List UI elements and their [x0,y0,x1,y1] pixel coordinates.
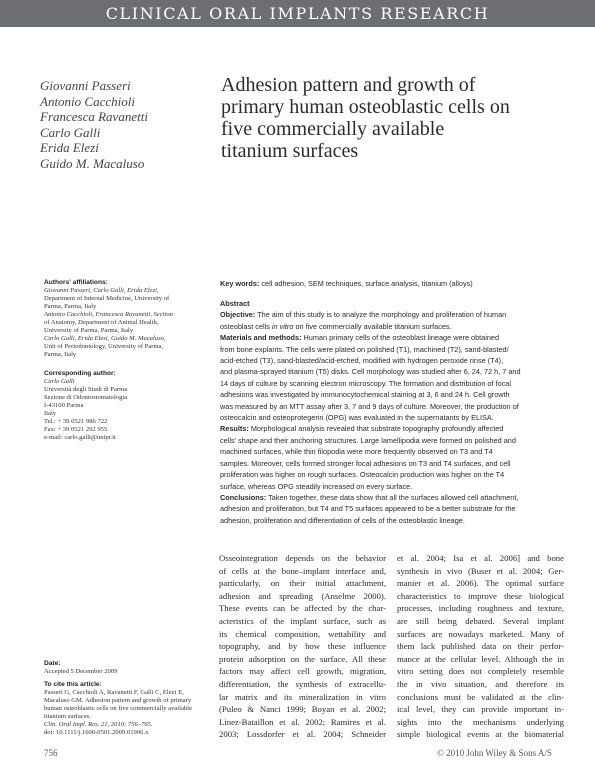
methods-label: Materials and methods: [220,333,302,343]
body-line: conclusions must be validated at the clin- [397,691,564,702]
corresponding-author-block [44,370,216,442]
corresponding-heading: Corresponding author: [44,370,116,377]
abstract-italic: in vitro [271,321,294,331]
body-line: are still being debated. Several implant [397,615,564,626]
body-line: Linez-Bataillon et al. 2002; Ramires et al. [219,716,386,727]
journal-header [0,0,595,27]
results-label: Results: [220,424,249,434]
title-line: primary human osteoblastic cells on [221,96,510,118]
author-name: Antonio Cacchioli [40,93,135,109]
author-name: Guido M. Macaluso [40,155,145,171]
journal-title: CLINICAL ORAL IMPLANTS RESEARCH [105,4,490,23]
body-line: protein adsorption on the surface. All these [219,653,386,664]
corresponding-line: Sezione di Odontostomatologia [44,394,128,401]
abstract-line: Taken together, these data show that all the surfaces allowed cell attachment, [268,492,519,502]
corresponding-line: Italy [44,410,57,417]
citation-line: Macaluso GM. Adhesion pattern and growth of primary [44,697,192,704]
body-line: topography, and by how these influence [219,641,386,652]
abstract-line: adhesions was investigated by immunocytochemical staining at 3, 6 and 24 h. Cell growth [220,390,510,400]
abstract-line: adhesion, proliferation and differentiation of cells of the osteoblastic lineage. [220,515,465,525]
page-number: 756 [44,748,58,758]
affiliations-heading: Authors' affiliations: [44,279,108,286]
body-line: particularly, on their initial attachment, [219,578,386,589]
body-line: manier et al. 2006). The optimal surface [397,578,564,589]
date-block [44,660,216,676]
body-line: of cells at the bone–implant interface and, [219,565,386,576]
title-line: five commercially available [221,118,445,140]
body-column-right [397,552,564,741]
body-line: its chemical composition, wettability and [219,628,386,639]
author-list [40,78,205,171]
citation-line: Clin. Oral Impl. Res. 21, 2010; 756–765. [44,721,153,728]
body-line: adhesion and spreading (Anselme 2000). [219,590,386,601]
body-line: vitro setting does not completely resemble [397,666,564,677]
author-name: Carlo Galli [40,124,101,140]
body-line: processes, including roughness and texture, [397,603,564,614]
body-line: (Puleo & Nanci 1999; Boyan et al. 2002; [219,704,386,715]
body-line: characteristics to improve these biological [397,590,564,601]
title-line: Adhesion pattern and growth of [221,74,476,96]
abstract-line: cells' shape and their anchoring structures. Large lamellipodia were formed on polished and [220,435,516,445]
body-line: Osseointegration depends on the behavior [219,553,386,563]
date-heading: Date: [44,660,61,667]
conclusions-label: Conclusions: [220,492,267,502]
body-line: mance at the cellular level. Although the in [397,653,564,664]
body-line: simple biological events at the biomaterial [397,729,564,740]
corresponding-line: Università degli Studi di Parma [44,386,128,393]
abstract-line: The aim of this study is to analyze the morphology and proliferation of human [257,310,507,320]
corresponding-line: Fax: + 39 0521 292 955 [44,426,108,433]
corresponding-email[interactable]: e-mail: carlo.galli@unipr.it [44,434,116,441]
corresponding-line: Carlo Galli [44,378,75,385]
abstract-line: osteoblast cells [220,321,272,331]
body-line: ical level, they can provide important in- [397,704,564,715]
keywords [220,278,562,289]
affiliation-line: Department of Internal Medicine, University of [44,295,170,302]
abstract-line: surface, whereas OPG steadily increased on every surface. [220,481,413,491]
body-line: et al. 2004; Isa et al. 2006] and bone [397,553,564,563]
abstract-line: acid-etched (T3), sand-blasted/acid-etched, modified with hydrogen peroxide rinse (T4), [220,356,504,366]
citation-block [44,681,216,737]
citation-doi[interactable]: doi: 10.1111/j.1600-0501.2009.01906.x [44,729,149,736]
abstract-line: on five commercially available titanium surfaces. [293,321,452,331]
affiliation-line: Parma, Parma, Italy [44,303,97,310]
affiliation-line: University of Parma, Parma, Italy [44,327,133,334]
abstract-heading: Abstract [220,299,250,308]
abstract-line: from bone explants. The cells were plated on polished (T1), machined (T2), sand-blasted/ [220,344,509,354]
abstract-line: samples. Moreover, cells formed stronger focal adhesions on T3 and T4 surfaces, and cell [220,458,511,468]
abstract-line: osteocalcin and osteoprotegerin (OPG) was evaluated in the supernatants by ELISA. [220,413,494,423]
abstract-line: Human primary cells of the osteoblast lineage were obtained [303,333,500,343]
affiliation-line: Parma, Italy [44,351,77,358]
body-line: them lack published data on their perfor- [397,641,564,652]
title-line: titanium surfaces [221,140,359,162]
body-line: 2003; Lossdorfer et al. 2004; Schneider [219,729,386,740]
abstract-line: was measured by an MTT assay after 3, 7 and 9 days of culture. Moreover, the production of [220,401,519,411]
body-column-left [219,552,386,741]
abstract-line: and plasma-sprayed titanium (T5) disks. Cell morphology was studied after 6, 24, 72 h, 7 and [220,367,521,377]
keywords-label: Key words: [220,279,260,288]
abstract-line: machined surfaces, while thin filopodia were more frequently observed on T3 and T4 [220,447,493,457]
keywords-text: cell adhesion, SEM techniques, surface analysis, titanium (alloys) [261,279,473,288]
author-name: Erida Elezi [40,140,99,155]
abstract-line: 14 days of culture by scanning electron microscopy. The formation and distribution of focal [220,378,511,388]
citation-heading: To cite this article: [44,681,102,688]
affiliation-line: of Anatomy, Department of Animal Health, [44,319,159,326]
author-name: Francesca Ravanetti [40,109,148,124]
abstract-line: Morphological analysis revealed that substrate topography profoundly affected [250,424,504,434]
body-line: acteristics of the implant surface, such as [219,615,386,626]
citation-line: human osteoblastic cells on five commercially available [44,705,192,712]
affiliation-line: Unit of Periodontology, University of Parma, [44,343,164,350]
corresponding-line: I-43100 Parma [44,402,84,409]
body-line: factors may affect cell growth, migration, [219,666,386,677]
date-text: Accepted 5 December 2009 [44,668,118,675]
abstract [220,298,562,526]
affiliations-block [44,279,216,359]
body-line: the in vivo situation, and therefore its [397,678,564,689]
corresponding-line: Tel.: + 39 0521 986 722 [44,418,108,425]
body-line: These events can be affected by the char- [219,603,386,614]
author-name: Giovanni Passeri [40,78,131,93]
citation-line: Passeri G, Cacchioli A, Ravanetti F, Galli C, Elezi E, [44,689,184,696]
body-line: lar matrix and its mineralization in vitro [219,691,386,702]
body-line: synthesis in vivo (Buser et al. 2004; Ger- [397,565,564,576]
abstract-line: proliferation was higher on rough surfaces. Osteocalcin production was higher on the T4 [220,470,505,480]
objective-label: Objective: [220,310,256,320]
body-line: sights into the mechanisms underlying [397,716,564,727]
affiliation-line: Giovanni Passeri, Carlo Galli, Erida Elezi, [44,287,159,294]
abstract-line: adhesion and proliferation, but T4 and T5 surfaces appeared to be a better substrate for the [220,504,516,514]
body-line: differentiation, the synthesis of extracellu- [219,678,386,689]
affiliation-line: Carlo Galli, Erida Elezi, Guido M. Macaluso, [44,335,166,342]
affiliation-line: Antonio Cacchioli, Francesca Ravanetti, Section [44,311,173,318]
article-title [221,74,561,162]
copyright: © 2010 John Wiley & Sons A/S [437,748,552,758]
body-line: surfaces are nowadays marketed. Many of [397,628,564,639]
citation-line: titanium surfaces. [44,713,91,720]
